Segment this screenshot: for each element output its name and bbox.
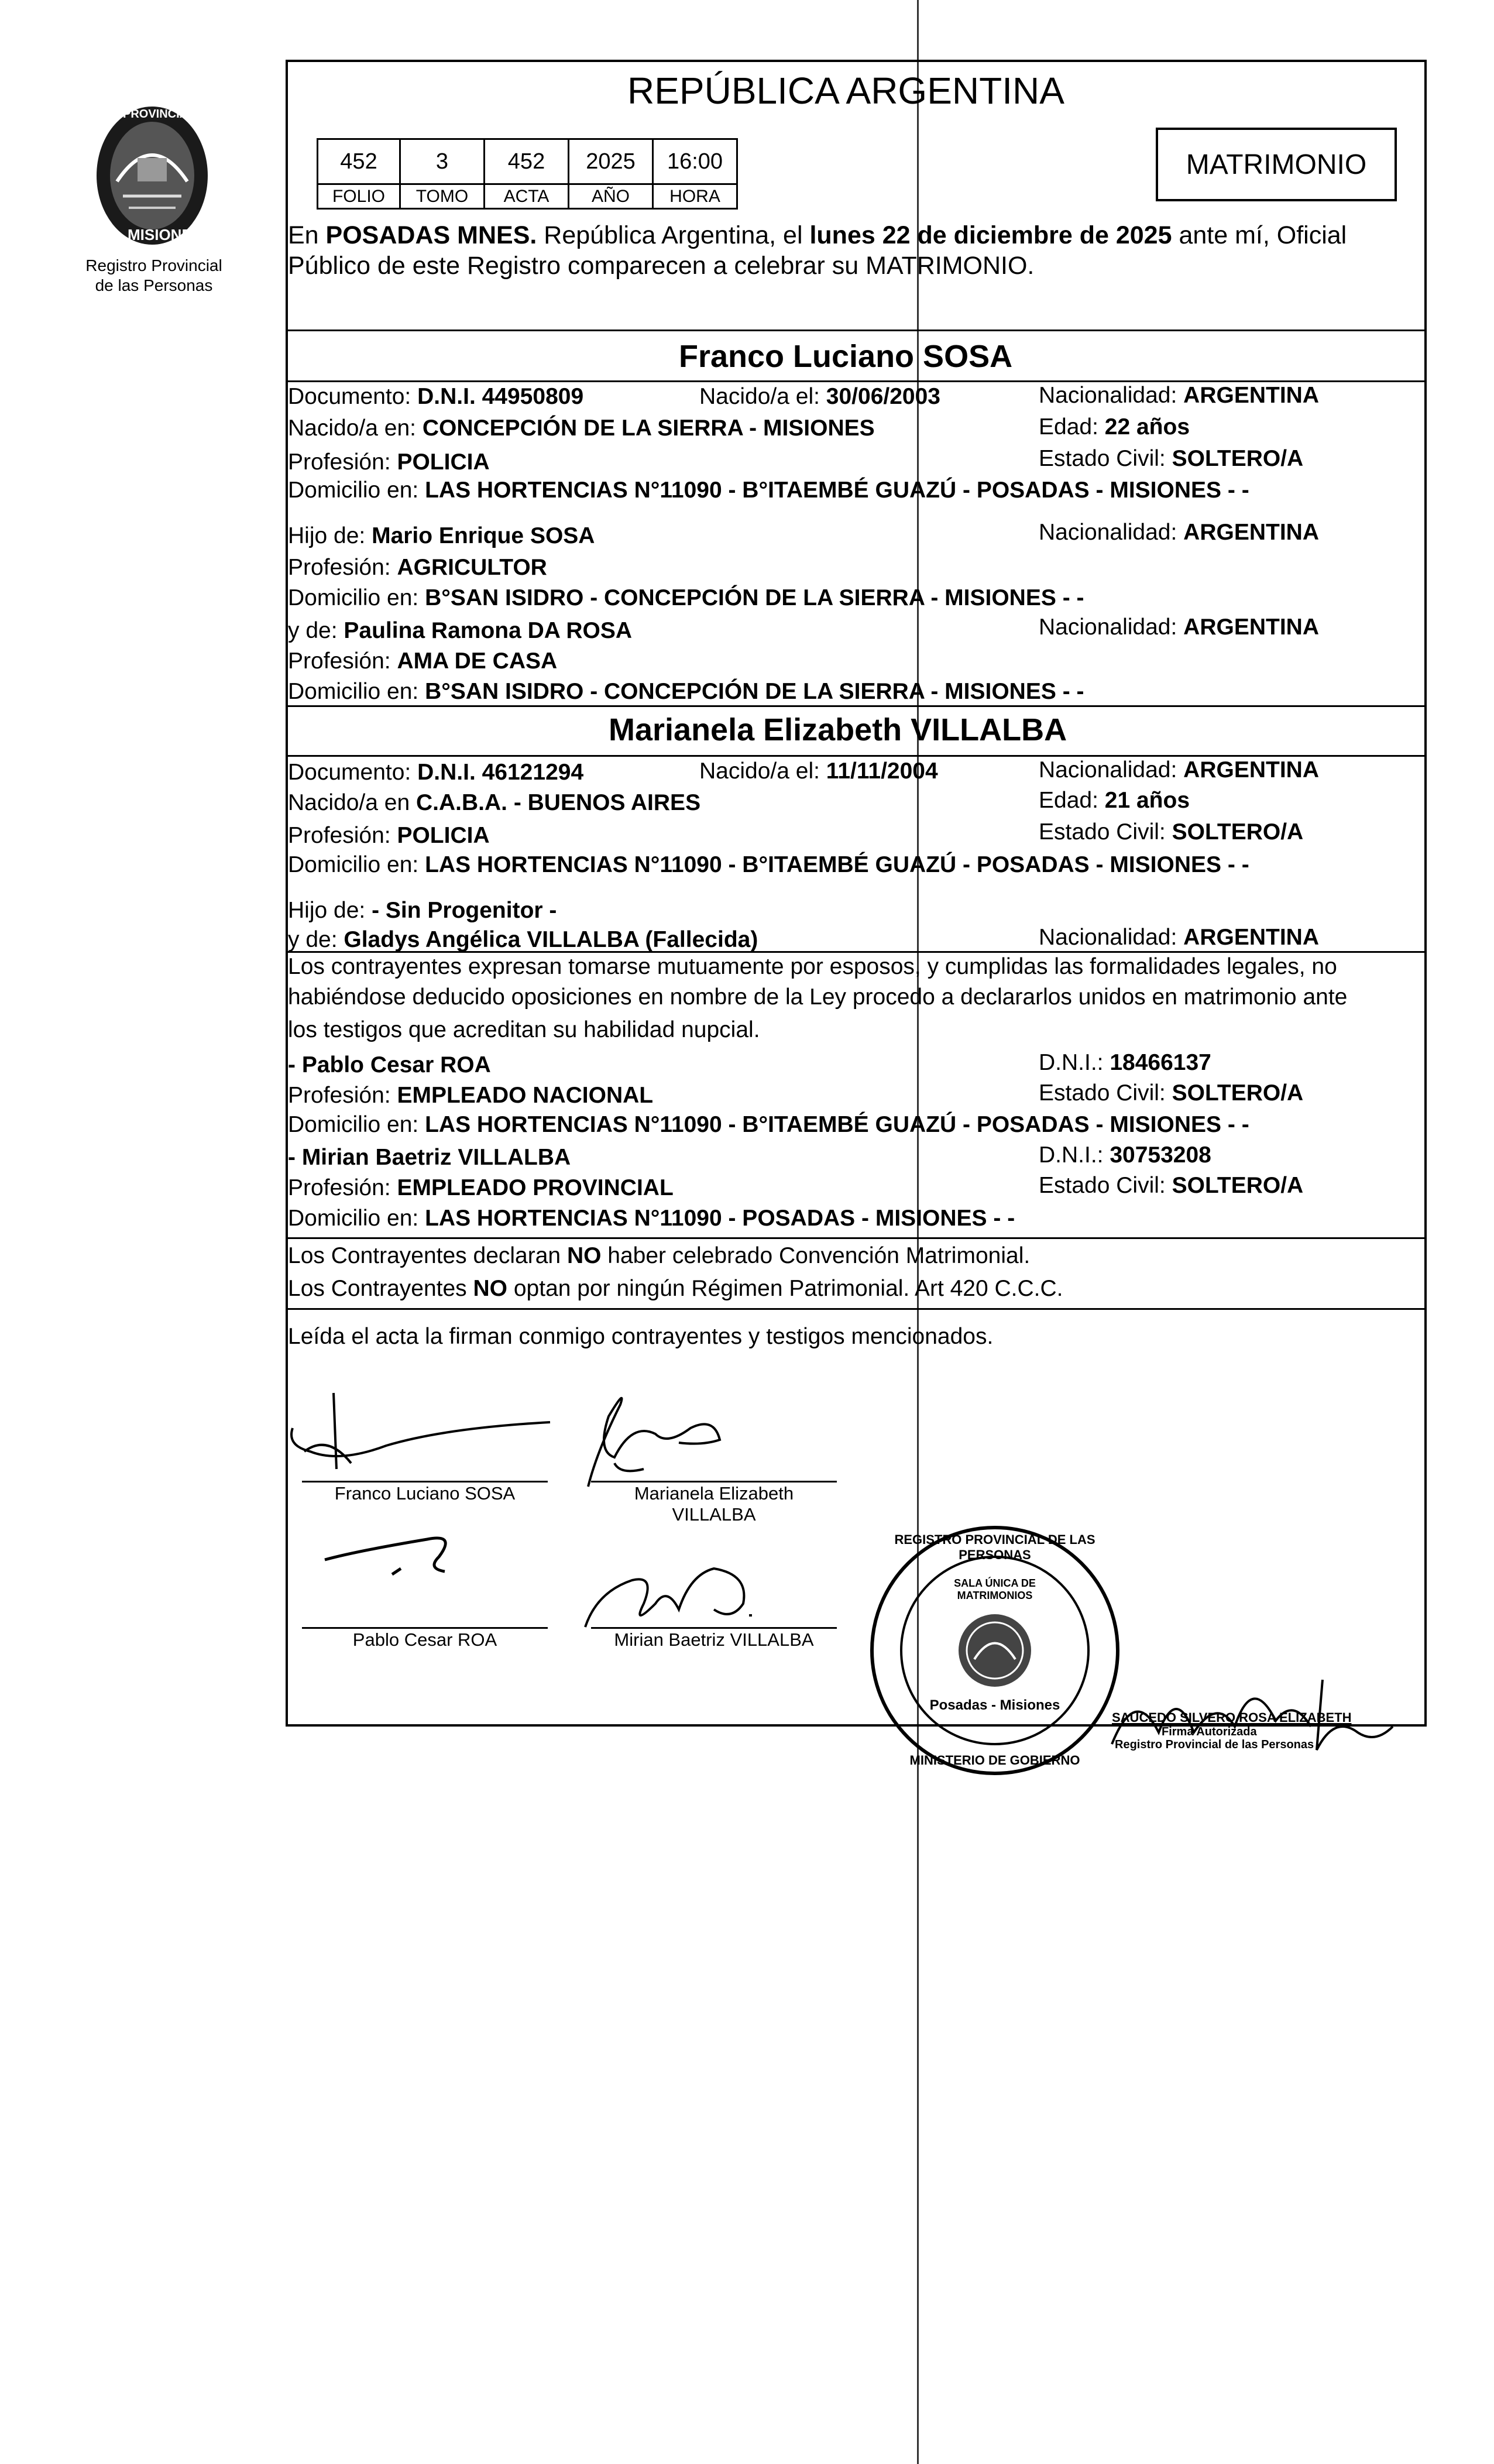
spouse2-father: Hijo de: - Sin Progenitor - [288, 898, 557, 923]
anio-value-cell [568, 138, 654, 185]
spouse2-birthplace: Nacido/a en C.A.B.A. - BUENOS AIRES [288, 790, 701, 815]
signature-line [302, 1627, 548, 1629]
signature-caption-witness2: Mirian Baetriz VILLALBA [614, 1629, 814, 1650]
convention-line-1: Los Contrayentes declaran NO haber celebrado Convención Matrimonial. [288, 1243, 1031, 1268]
divider [286, 380, 1427, 382]
witness1-address: Domicilio en: LAS HORTENCIAS N°11090 - B°ITAEMBÉ GUAZÚ - POSADAS - MISIONES - - [288, 1112, 1249, 1137]
spouse1-mother: y de: Paulina Ramona DA ROSA [288, 618, 633, 643]
anio-value: 2025 [586, 149, 636, 174]
seal-caption-1: Registro Provincial [85, 256, 222, 274]
witness1-profession: Profesión: EMPLEADO NACIONAL [288, 1083, 654, 1108]
signature-line [591, 1627, 837, 1629]
seal-emblem-top-text: PROVINCIA DE [123, 108, 207, 121]
folio-label-cell [317, 183, 401, 210]
divider [286, 951, 1427, 953]
convention-line-2: Los Contrayentes NO optan por ningún Régimen Patrimonial. Art 420 C.C.C. [288, 1276, 1063, 1301]
stamp-city: Posadas - Misiones [929, 1697, 1060, 1713]
witness2-address: Domicilio en: LAS HORTENCIAS N°11090 - POSADAS - MISIONES - - [288, 1206, 1015, 1231]
spouse1-birth-date: Nacido/a el: 30/06/2003 [699, 384, 940, 409]
witness2-name: - Mirian Baetriz VILLALBA [288, 1145, 571, 1170]
spouse2-profession: Profesión: POLICIA [288, 823, 490, 848]
signature-caption-spouse1: Franco Luciano SOSA [334, 1483, 516, 1504]
spouse2-address: Domicilio en: LAS HORTENCIAS N°11090 - B°ITAEMBÉ GUAZÚ - POSADAS - MISIONES - - [288, 852, 1249, 877]
tomo-label-cell [399, 183, 485, 210]
spouse2-mother: y de: Gladys Angélica VILLALBA (Fallecida) [288, 927, 758, 952]
spouse1-civil-status: Estado Civil: SOLTERO/A [1039, 446, 1304, 471]
spouse1-birthplace: Nacido/a en: CONCEPCIÓN DE LA SIERRA - MISIONES [288, 416, 875, 441]
signature-caption-witness1: Pablo Cesar ROA [352, 1629, 497, 1650]
divider [286, 330, 1427, 331]
divider [286, 1308, 1427, 1310]
folio-value: 452 [340, 149, 377, 174]
spouse2-age: Edad: 21 años [1039, 788, 1190, 813]
official-signer-role-1: Firma Autorizada [1162, 1725, 1257, 1738]
provincial-seal [82, 94, 222, 269]
tomo-value: 3 [435, 149, 449, 174]
witness2-civil-status: Estado Civil: SOLTERO/A [1039, 1173, 1304, 1198]
anio-label: AÑO [591, 186, 630, 206]
seal-emblem-bottom-text: MISIONES [128, 226, 202, 243]
seal-caption-2: de las Personas [95, 276, 213, 294]
tomo-value-cell [399, 138, 485, 185]
hora-value-cell [652, 138, 738, 185]
spouse2-birth-date: Nacido/a el: 11/11/2004 [699, 759, 938, 784]
official-signer-name: SAUCEDO SILVERO ROSA ELIZABETH [1112, 1710, 1352, 1725]
declaration-line-3: los testigos que acreditan su habilidad nupcial. [288, 1017, 760, 1042]
stamp-inner-ring: SALA ÚNICA DE MATRIMONIOS [954, 1577, 1036, 1601]
record-type: MATRIMONIO [1186, 149, 1367, 180]
signature-caption-spouse2-line2: VILLALBA [672, 1504, 756, 1525]
spouse2-nationality: Nacionalidad: ARGENTINA [1039, 757, 1320, 783]
spouse2-name: Marianela Elizabeth VILLALBA [609, 712, 1067, 747]
spouse1-father-address: Domicilio en: B°SAN ISIDRO - CONCEPCIÓN DE LA SIERRA - MISIONES - - [288, 585, 1084, 610]
stamp-ring-top: REGISTRO PROVINCIAL DE LAS PERSONAS [894, 1532, 1095, 1562]
record-type-box [1156, 128, 1397, 201]
hora-value: 16:00 [667, 149, 723, 174]
tomo-label: TOMO [415, 186, 469, 206]
spouse2-mother-nationality: Nacionalidad: ARGENTINA [1039, 925, 1320, 950]
witness2-dni: D.N.I.: 30753208 [1039, 1142, 1211, 1168]
spouse1-address: Domicilio en: LAS HORTENCIAS N°11090 - B°ITAEMBÉ GUAZÚ - POSADAS - MISIONES - - [288, 478, 1249, 503]
official-stamp [866, 1522, 1124, 1779]
spouse1-name: Franco Luciano SOSA [679, 339, 1013, 374]
signature-caption-spouse2-line1: Marianela Elizabeth [634, 1483, 794, 1504]
closing-statement: Leída el acta la firman conmigo contrayentes y testigos mencionados. [288, 1324, 994, 1349]
stamp-ring-bottom: MINISTERIO DE GOBIERNO [909, 1753, 1080, 1768]
spouse1-age: Edad: 22 años [1039, 414, 1190, 440]
intro-date: lunes 22 de diciembre de 2025 [809, 221, 1172, 249]
spouse1-nationality: Nacionalidad: ARGENTINA [1039, 383, 1320, 408]
spouse1-father: Hijo de: Mario Enrique SOSA [288, 523, 595, 548]
intro-line-2: Público de este Registro comparecen a celebrar su MATRIMONIO. [288, 252, 1035, 280]
intro-place: POSADAS MNES. [325, 221, 537, 249]
signature-line [591, 1481, 837, 1482]
spouse1-mother-nationality: Nacionalidad: ARGENTINA [1039, 615, 1320, 640]
witness1-dni: D.N.I.: 18466137 [1039, 1050, 1211, 1075]
spouse1-father-nationality: Nacionalidad: ARGENTINA [1039, 520, 1320, 545]
intro-line-1: En POSADAS MNES. República Argentina, el lunes 22 de diciembre de 2025 ante mí, Oficial [288, 221, 1347, 249]
official-signer-role-2: Registro Provincial de las Personas [1115, 1738, 1314, 1751]
acta-label: ACTA [503, 186, 549, 206]
divider [286, 705, 1427, 707]
folio-label: FOLIO [332, 186, 385, 206]
spouse1-mother-address: Domicilio en: B°SAN ISIDRO - CONCEPCIÓN DE LA SIERRA - MISIONES - - [288, 679, 1084, 704]
witness1-civil-status: Estado Civil: SOLTERO/A [1039, 1080, 1304, 1106]
divider [286, 1237, 1427, 1239]
witness2-profession: Profesión: EMPLEADO PROVINCIAL [288, 1175, 674, 1200]
acta-value-cell [483, 138, 569, 185]
spouse2-document: Documento: D.N.I. 46121294 [288, 760, 584, 785]
folio-value-cell [317, 138, 401, 185]
hora-label-cell [652, 183, 738, 210]
witness1-name: - Pablo Cesar ROA [288, 1052, 491, 1077]
declaration-line-2: habiéndose deducido oposiciones en nombre de la Ley procedo a declararlos unidos en matrimonio ante [288, 984, 1348, 1010]
signature-line [302, 1481, 548, 1482]
country-title: REPÚBLICA ARGENTINA [627, 70, 1064, 112]
spouse2-civil-status: Estado Civil: SOLTERO/A [1039, 819, 1304, 845]
declaration-line-1: Los contrayentes expresan tomarse mutuamente por esposos, y cumplidas las formalidades legales, no [288, 954, 1337, 979]
divider [286, 755, 1427, 757]
spouse1-mother-profession: Profesión: AMA DE CASA [288, 648, 558, 674]
acta-value: 452 [507, 149, 545, 174]
anio-label-cell [568, 183, 654, 210]
spouse1-father-profession: Profesión: AGRICULTOR [288, 555, 547, 580]
acta-label-cell [483, 183, 569, 210]
hora-label: HORA [669, 186, 720, 206]
spouse1-document: Documento: D.N.I. 44950809 [288, 384, 584, 409]
spouse1-profession: Profesión: POLICIA [288, 449, 490, 475]
